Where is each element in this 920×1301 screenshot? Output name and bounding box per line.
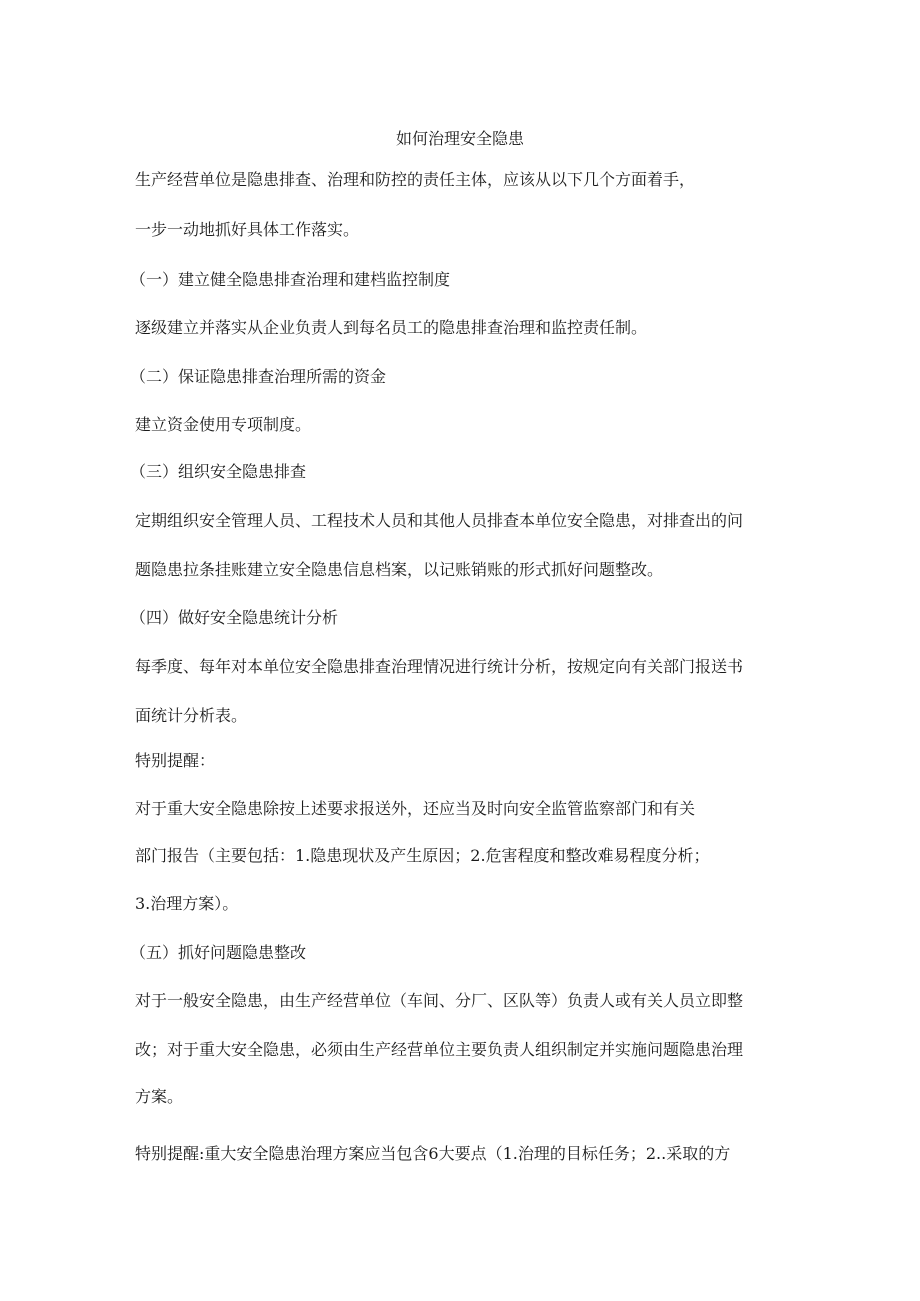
note-label: 特别提醒：	[135, 751, 216, 770]
paragraph-line: 改；对于重大安全隐患，必须由生产经营单位主要负责人组织制定并实施问题隐患治理	[135, 1040, 744, 1059]
paragraph-line: 面统计分析表。	[135, 706, 248, 725]
paragraph-line: 部门报告（主要包括：1.隐患现状及产生原因；2.危害程度和整改难易程度分析；	[135, 846, 710, 865]
section-heading: （三）组织安全隐患排查	[130, 462, 307, 481]
section-heading: （五）抓好问题隐患整改	[130, 943, 307, 962]
paragraph-line: 一步一动地抓好具体工作落实。	[135, 220, 360, 239]
section-heading: （一）建立健全隐患排查治理和建档监控制度	[130, 270, 451, 289]
document-title: 如何治理安全隐患	[395, 129, 524, 148]
paragraph-line: 题隐患拉条挂账建立安全隐患信息档案，以记账销账的形式抓好问题整改。	[135, 560, 664, 579]
section-heading: （四）做好安全隐患统计分析	[130, 608, 339, 627]
paragraph-line: 对于一般安全隐患，由生产经营单位（车间、分厂、区队等）负责人或有关人员立即整	[135, 991, 744, 1010]
paragraph-line: 对于重大安全隐患除按上述要求报送外，还应当及时向安全监管监察部门和有关	[135, 799, 696, 818]
paragraph-line: 每季度、每年对本单位安全隐患排查治理情况进行统计分析，按规定向有关部门报送书	[135, 657, 744, 676]
paragraph-line: 逐级建立并落实从企业负责人到每名员工的隐患排查治理和监控责任制。	[135, 318, 648, 337]
paragraph-line: 方案。	[135, 1087, 184, 1106]
section-heading: （二）保证隐患排查治理所需的资金	[130, 367, 387, 386]
paragraph-line: 建立资金使用专项制度。	[135, 415, 312, 434]
paragraph-line: 定期组织安全管理人员、工程技术人员和其他人员排查本单位安全隐患，对排查出的问	[135, 511, 744, 530]
paragraph-line: 生产经营单位是隐患排查、治理和防控的责任主体，应该从以下几个方面着手，	[135, 170, 696, 189]
paragraph-line: 3.治理方案）。	[135, 894, 239, 913]
paragraph-line: 特别提醒:重大安全隐患治理方案应当包含6大要点（1.治理的目标任务；2..采取的方	[135, 1144, 731, 1163]
